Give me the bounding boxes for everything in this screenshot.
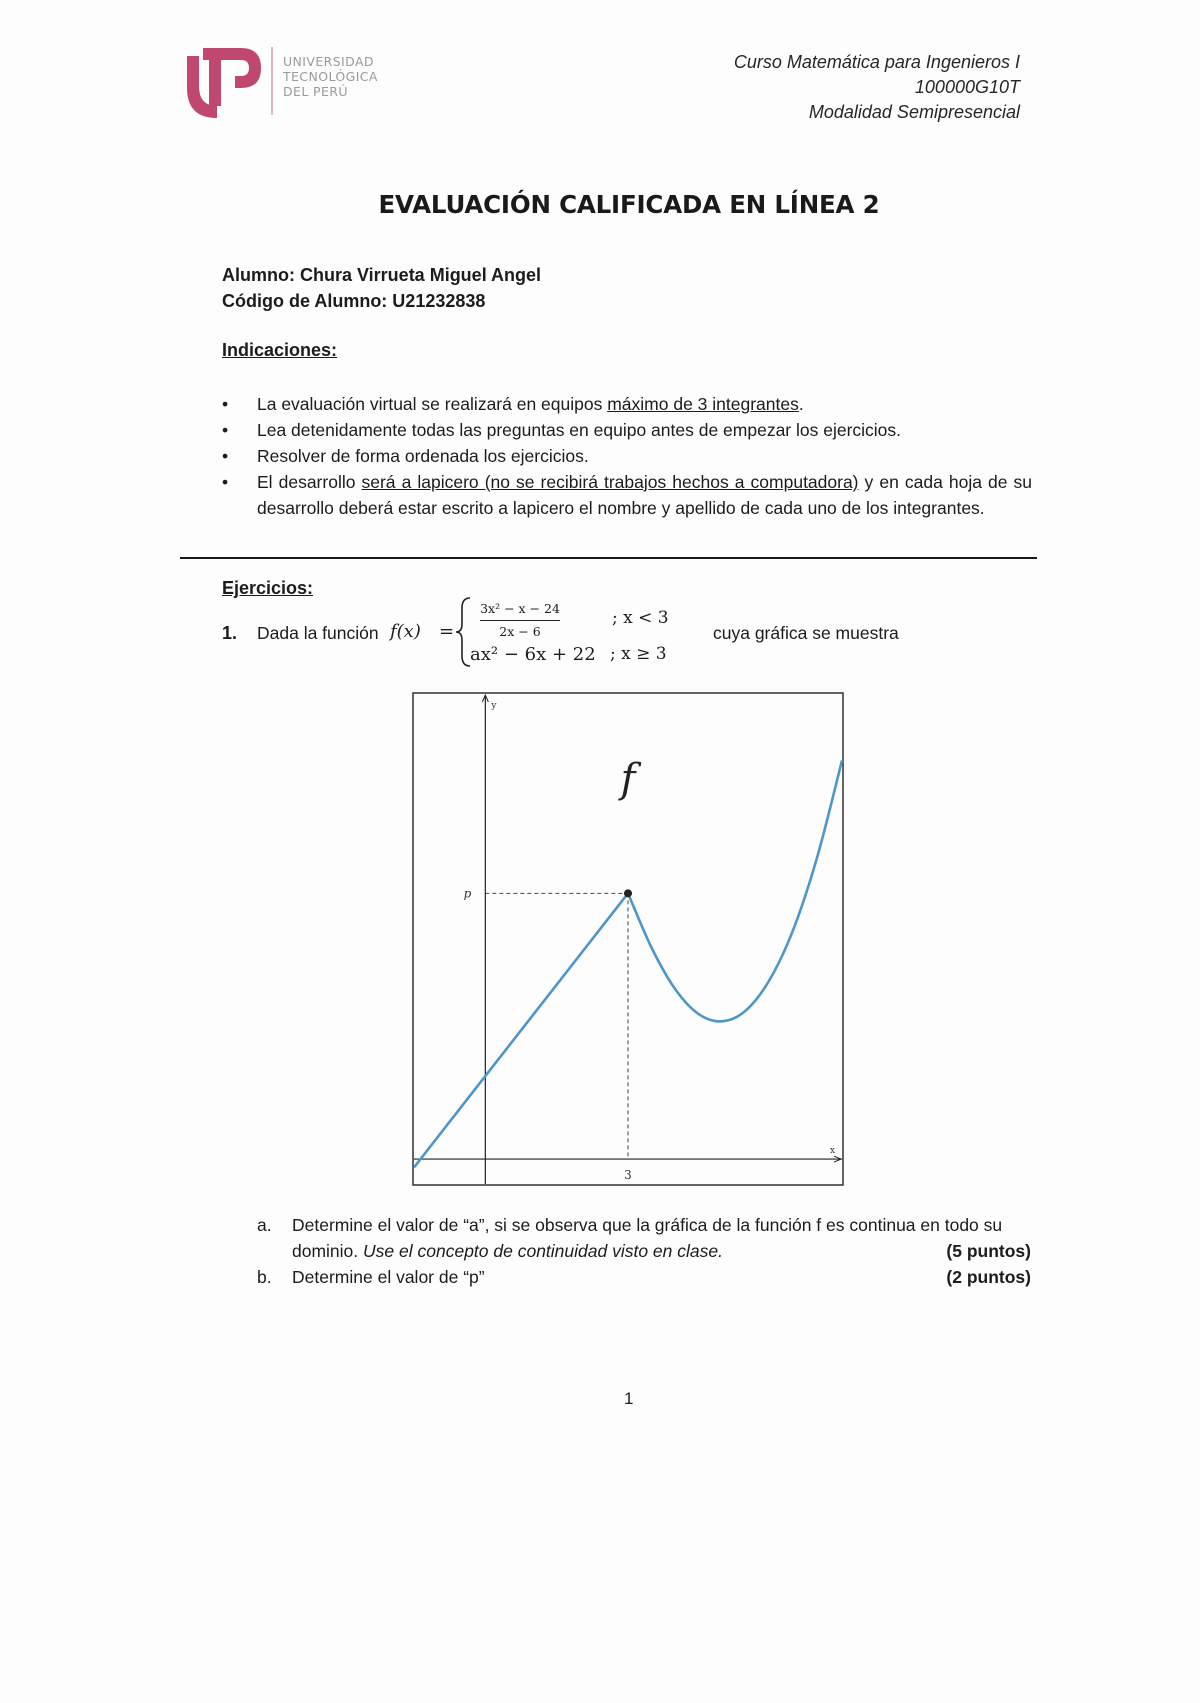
question-number: 1. (222, 623, 238, 643)
indication-text: Lea detenidamente todas las preguntas en equipo antes de empezar los ejercicios. (257, 420, 902, 440)
item-label: b. (257, 1267, 272, 1287)
x-axis-label: x (830, 1146, 836, 1157)
indication-item (222, 469, 1032, 521)
x-tick-label: 3 (624, 1168, 632, 1183)
exercises-heading: Ejercicios: (222, 578, 314, 598)
indication-item (222, 391, 1032, 417)
indication-text: La evaluación virtual se realizará en equipos (257, 394, 608, 414)
indications-list (222, 391, 1032, 521)
fraction-denominator: 2x − 6 (499, 624, 541, 639)
item-text: Determine el valor de “a”, si se observa que la gráfica de la función f es continua en todo su dominio. (292, 1215, 1003, 1261)
university-name (283, 54, 378, 99)
fraction-numerator: 3x² − x − 24 (480, 601, 560, 616)
function-label: f (620, 756, 636, 802)
student-name: Alumno: Chura Virrueta Miguel Angel (222, 265, 542, 285)
student-info (222, 262, 541, 314)
question-item-b (257, 1264, 1031, 1290)
item-label: a. (257, 1215, 272, 1235)
indication-item (222, 443, 1032, 469)
page-number: 1 (624, 1389, 634, 1408)
student-code: Código de Alumno: U21232838 (222, 291, 486, 311)
item-hint: Use el concepto de continuidad visto en clase. (363, 1241, 723, 1261)
fraction-bar (480, 620, 560, 621)
logo-p-shape (227, 48, 261, 88)
course-info (734, 50, 1020, 125)
utp-logo-mark (183, 44, 263, 118)
bullet-icon: • (222, 394, 229, 414)
case-expression: ax² − 6x + 22 (470, 644, 596, 665)
indication-item (222, 417, 1032, 443)
graph-guides (485, 893, 628, 1159)
question-item-a (257, 1212, 1031, 1264)
course-modality: Modalidad Semipresencial (808, 102, 1020, 122)
page-title: EVALUACIÓN CALIFICADA EN LÍNEA 2 (378, 190, 880, 219)
equals-sign: = (439, 621, 455, 642)
indication-text: . (798, 394, 804, 414)
item-text: Determine el valor de “p” (292, 1267, 485, 1287)
indication-text: y en cada hoja de su desarrollo deberá estar escrito a lapicero el nombre y apellido de cada uno de los integrantes. (257, 472, 1032, 518)
graph-caption: cuya gráfica se muestra (713, 623, 899, 643)
logo-divider (271, 47, 273, 115)
item-points: (5 puntos) (946, 1241, 1031, 1261)
indications-heading: Indicaciones: (222, 340, 338, 360)
case-condition: ; x ≥ 3 (610, 644, 667, 664)
indication-underlined: será a lapicero (no se recibirá trabajos hechos a computadora) (361, 472, 859, 492)
logo-t-shape (203, 48, 229, 106)
function-curve-segment (628, 760, 842, 1021)
function-graph (412, 692, 844, 1186)
course-name: Curso Matemática para Ingenieros I (733, 52, 1020, 72)
marked-point (624, 889, 632, 897)
indication-underlined: máximo de 3 integrantes (607, 394, 799, 414)
function-curve-segment (414, 893, 628, 1167)
section-divider (180, 557, 1037, 559)
bullet-icon: • (222, 472, 229, 492)
y-axis-label: y (491, 701, 497, 711)
university-name-line: UNIVERSIDAD (283, 54, 374, 69)
course-code: 100000G10T (914, 77, 1020, 97)
university-name-line: DEL PERÚ (283, 84, 348, 99)
y-tick-label: p (463, 886, 472, 901)
bullet-icon: • (222, 420, 229, 440)
indication-text: Resolver de forma ordenada los ejercicios. (257, 446, 589, 466)
item-points: (2 puntos) (946, 1267, 1031, 1287)
indication-text: El desarrollo (257, 472, 362, 492)
case-condition: ; x < 3 (612, 608, 669, 628)
question-items (257, 1212, 1031, 1290)
function-name: f(x) (390, 621, 421, 642)
question-intro: Dada la función (257, 623, 379, 643)
university-name-line: TECNOLÓGICA (283, 69, 378, 84)
bullet-icon: • (222, 446, 229, 466)
